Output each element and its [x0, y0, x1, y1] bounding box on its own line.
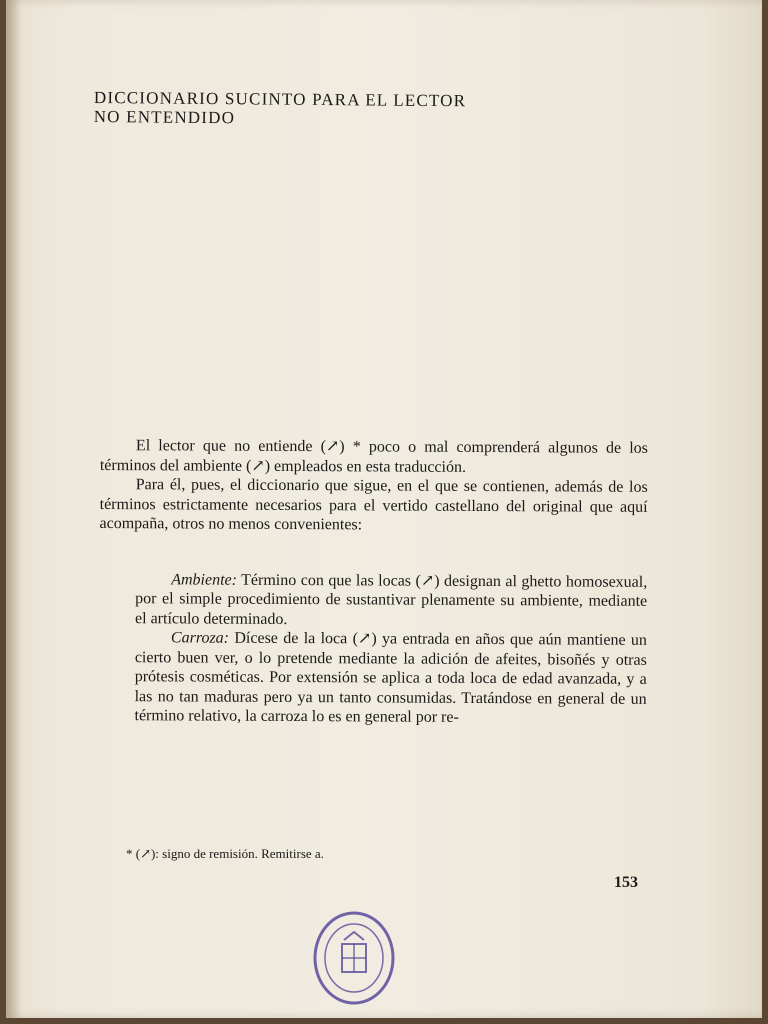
intro-paragraph-1: El lector que no entiende (↗) * poco o mal comprenderá algunos de los términos del ambiente (↗) empleados en esta traducción. — [99, 437, 648, 476]
entry-definition: Término con que las locas (↗) designan al ghetto homosexual, por el simple procedimiento de sustantivar plenamente su ambiente, mediante el artículo determinado. — [135, 571, 648, 628]
page-title — [94, 88, 574, 130]
book-page — [6, 0, 762, 1018]
page-gutter-shadow — [6, 0, 22, 1018]
dictionary-entries — [98, 569, 647, 728]
footnote: * (↗): signo de remisión. Remitirse a. — [126, 846, 324, 861]
dictionary-entry-carroza — [98, 628, 647, 728]
page-number: 153 — [614, 874, 638, 891]
library-stamp-icon — [312, 910, 396, 1006]
page-body — [98, 436, 648, 728]
title-line-2: NO ENTENDIDO — [93, 106, 236, 128]
intro-paragraph-2: Para él, pues, el diccionario que sigue, en el que se contienen, además de los términos estrictamente necesarios para el vertido castellano del original que aquí acompaña, otros no menos convenientes: — [99, 476, 648, 534]
entry-term: Carroza: — [170, 629, 230, 647]
title-line-1: DICCIONARIO SUCINTO PARA EL LECTOR — [93, 88, 467, 111]
entry-definition: Dícese de la loca (↗) ya entrada en años que aún mantiene un cierto buen ver, o lo pretende mediante la adición de afeites, bisoñés y otras prótesis cosméticas. Por extensión se aplica a toda loca de edad avanzada, y a las no tan maduras pero ya un tanto consumidas. Tratándose en general de un término relativo, la carroza lo es en general por re- — [134, 629, 647, 726]
dictionary-entry-ambiente — [99, 569, 647, 630]
entry-term: Ambiente: — [171, 570, 238, 589]
